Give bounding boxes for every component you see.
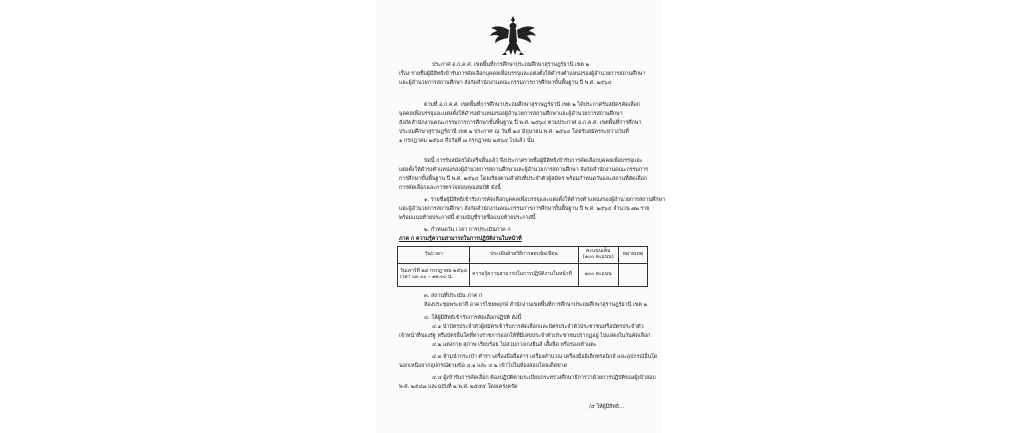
table-cell-score: ๑๐๐ คะแนน (578, 264, 618, 287)
section4-line: ๔.๔ ผู้เข้ารับการคัดเลือก ต้องปฏิบัติตามระเบียบกระทรวงศึกษาธิการว่าด้วยการปฏิบัติของผู้เข้าสอบ (432, 375, 656, 381)
exam-time: เวลา ๐๙.๐๐ – ๑๒.๐๐ น. (400, 274, 453, 280)
section1-line: ๑. รายชื่อผู้มีสิทธิเข้ารับการคัดเลือกบุคคลเพื่อบรรจุและแต่งตั้งให้ดำรงตำแหน่งรองผู้อำนวยการสถานศึกษา (424, 197, 665, 203)
section2-subtitle: ภาค ก ความรู้ความสามารถในการปฏิบัติงานในหน้าที่ (399, 236, 522, 242)
table-cell-note (618, 264, 647, 287)
section3-title: ๓. สถานที่ประเมิน ภาค ก (424, 293, 483, 299)
paragraph2-line: การคัดเลือกและการตรวจสอบคุณสมบัติ ดังนี้ (399, 185, 501, 191)
table-cell-method: ความรู้ความสามารถในการปฏิบัติงานในหน้าที่ (470, 264, 578, 287)
table-row (398, 264, 648, 287)
section4-line: ๔.๓ ห้ามนำกระเป๋า ตำรา เครื่องมือสื่อสาร เครื่องคำนวณ เครื่องมืออิเล็กทรอนิกส์ และอุปกรณ์อื่นใด (432, 354, 658, 360)
document-page (376, 0, 665, 433)
header-line-3: และผู้อำนวยการสถานศึกษา สังกัดสำนักงานคณะกรรมการการศึกษาขั้นพื้นฐาน ปี พ.ศ. ๒๕๖๔ (399, 80, 612, 86)
paragraph2-line: แต่งตั้งให้ดำรงตำแหน่งรองผู้อำนวยการสถานศึกษาและผู้อำนวยการสถานศึกษา สังกัดสำนักงานคณะกรรมการ (399, 167, 648, 173)
section4-line: นอกเหนือจากอุปกรณ์ตามข้อ ๔.๑ และ ๔.๒ เข้าไปในห้องสอบโดยเด็ดขาด (399, 363, 568, 369)
table-header: หมายเหตุ (618, 247, 647, 264)
section4-line: ๔.๒ แต่งกาย สุภาพ เรียบร้อย ไม่สวมกางเกงยีนส์ เสื้อยืด หรือรองเท้าแตะ (432, 342, 597, 348)
table-header: ประเมินด้วยวิธีการสอบข้อเขียน (470, 247, 578, 264)
section1-line: และผู้อำนวยการสถานศึกษา สังกัดสำนักงานคณะกรรมการการศึกษาขั้นพื้นฐาน ปี พ.ศ. ๒๕๖๔ จำนวน ๗๒ ราย (399, 206, 650, 212)
paragraph1-line: ๑ กรกฎาคม ๒๕๖๔ ถึงวันที่ ๗ กรกฎาคม ๒๕๖๔ ไปแล้ว นั้น (399, 138, 535, 144)
table-header: คะแนนเต็ม (๑๐๐ คะแนน) (578, 247, 618, 264)
section1-line: พร้อมแนบท้ายประกาศนี้ ตามบัญชีรายชื่อแนบท้ายประกาศนี้ (399, 215, 536, 221)
paragraph2-line: บัดนี้ การรับสมัครได้เสร็จสิ้นแล้ว จึงประกาศรายชื่อผู้มีสิทธิเข้ารับการคัดเลือกบุคคลเพื่อบรรจุและ (424, 158, 643, 164)
exam-date: วันเสาร์ที่ ๒๔ กรกฎาคม ๒๕๖๔ (400, 268, 468, 275)
section4-line: ๔.๑ นำบัตรประจำตัวผู้สมัครเข้ารับการคัดเลือกและบัตรประจำตัวประชาชนหรือบัตรประจำตัว (432, 324, 644, 330)
paragraph1-line: ประถมศึกษาสุราษฎร์ธานี เขต ๒ ประกาศ ณ วันที่ ๒๔ มิถุนายน พ.ศ. ๒๕๖๔ โดยรับสมัครระหว่างวันที่ (399, 129, 629, 135)
paragraph1-line: ตามที่ อ.ก.ค.ศ. เขตพื้นที่การศึกษาประถมศึกษาสุราษฎร์ธานี เขต ๒ ได้ประกาศรับสมัครคัดเลือก (424, 102, 640, 108)
header-line-1: ประกาศ อ.ก.ค.ศ. เขตพื้นที่การศึกษาประถมศึกษาสุราษฎร์ธานี เขต ๒ (432, 62, 589, 68)
table-cell-datetime (398, 264, 470, 287)
header-line-2: เรื่อง รายชื่อผู้มีสิทธิเข้ารับการคัดเลือกบุคคลเพื่อบรรจุและแต่งตั้งให้ดำรงตำแหน่งรองผู้อำนวยการสถานศึกษา (399, 71, 646, 77)
section3-location: ห้องประชุมพระยาสี อาคารไชยพฤกษ์ สำนักงานเขตพื้นที่การศึกษาประถมศึกษาสุราษฎร์ธานี เขต ๒ (424, 302, 647, 308)
section4-line: เจ้าหน้าที่ของรัฐ หรือบัตรอื่นใดที่ทางราชการออกให้ที่มีเลขประจำตัวประชาชนปรากฏอยู่ ไปแสดงในวันคัดเลือก (399, 333, 651, 339)
table-header-row (398, 247, 648, 264)
section4-title: ๔. ให้ผู้มีสิทธิเข้ารับการคัดเลือกปฏิบัติ ดังนี้ (424, 315, 522, 321)
paragraph1-line: บุคคลเพื่อบรรจุและแต่งตั้งให้ดำรงตำแหน่งรองผู้อำนวยการสถานศึกษาและผู้อำนวยการสถานศึกษา (399, 111, 623, 117)
paragraph2-line: การศึกษาขั้นพื้นฐาน ปี พ.ศ. ๒๕๖๔ โดยเรียงตามลำดับที่ประจำตัวผู้สมัคร พร้อมกำหนดวันและสถานที่คัดเลือก (399, 176, 648, 182)
table-header: วัน/เวลา (398, 247, 470, 264)
section2-title: ๒. กำหนดวัน เวลา การประเมินภาค ก (424, 227, 511, 233)
garuda-emblem-icon (487, 14, 539, 58)
section4-line: พ.ศ. ๒๕๔๗ และฉบับที่ ๒ พ.ศ. ๒๕๕๕ โดยเคร่งครัด (399, 384, 518, 390)
exam-schedule-table (397, 246, 648, 287)
paragraph1-line: สังกัดสำนักงานคณะกรรมการการศึกษาขั้นพื้นฐาน ปี พ.ศ. ๒๕๖๔ ตามประกาศ อ.ก.ค.ศ. เขตพื้นที่การศึกษา (399, 120, 642, 126)
continuation-footer: /๕ ให้ผู้มีสิทธิ... (589, 404, 625, 410)
